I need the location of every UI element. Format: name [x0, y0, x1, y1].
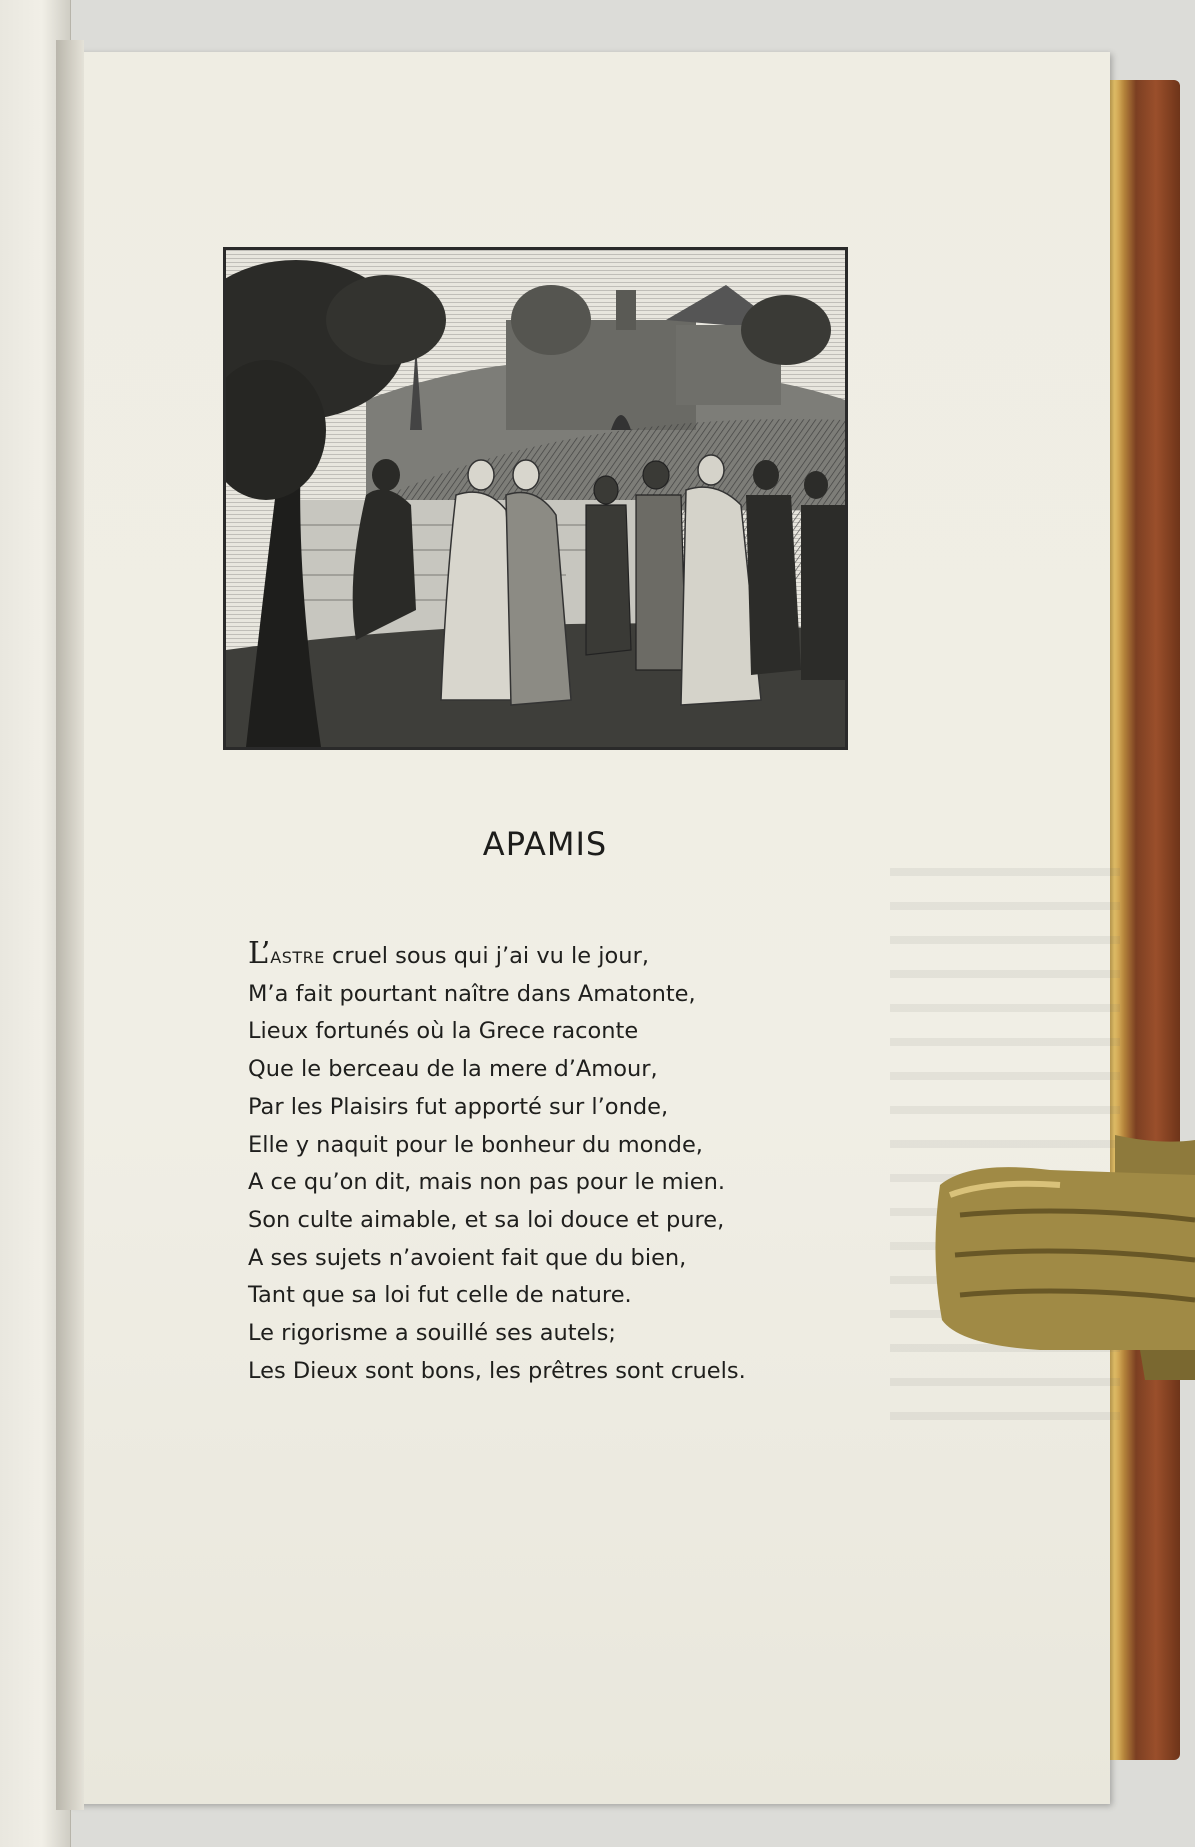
poem-text [248, 935, 868, 1390]
book-gutter [56, 40, 84, 1810]
brass-clip-drawing [930, 1135, 1195, 1380]
brass-clip [930, 1135, 1195, 1380]
small-caps-word: astre [270, 943, 325, 969]
poem-line: Tant que sa loi fut celle de nature. [248, 1282, 632, 1309]
poem-line: Le rigorisme a souillé ses autels; [248, 1320, 616, 1347]
page-title: APAMIS [482, 825, 608, 863]
engraving-illustration [223, 247, 848, 750]
drop-cap: L’ [248, 936, 271, 971]
poem-line: Les Dieux sont bons, les prêtres sont cruels. [248, 1357, 746, 1384]
poem-line: Elle y naquit pour le bonheur du monde, [248, 1131, 703, 1158]
engraving-drawing [226, 250, 845, 747]
poem-line-1 [248, 935, 868, 976]
poem-line: Par les Plaisirs fut apporté sur l’onde, [248, 1093, 669, 1120]
poem-line: Que le berceau de la mere d’Amour, [248, 1056, 658, 1083]
poem-line: A ses sujets n’avoient fait que du bien, [248, 1244, 687, 1271]
poem-line-1-rest: cruel sous qui j’ai vu le jour, [324, 943, 649, 969]
poem-line: Lieux fortunés où la Grece raconte [248, 1018, 639, 1045]
poem-line: A ce qu’on dit, mais non pas pour le mien. [248, 1169, 726, 1196]
poem-line: M’a fait pourtant naître dans Amatonte, [248, 980, 696, 1007]
poem-line: Son culte aimable, et sa loi douce et pure, [248, 1206, 725, 1233]
